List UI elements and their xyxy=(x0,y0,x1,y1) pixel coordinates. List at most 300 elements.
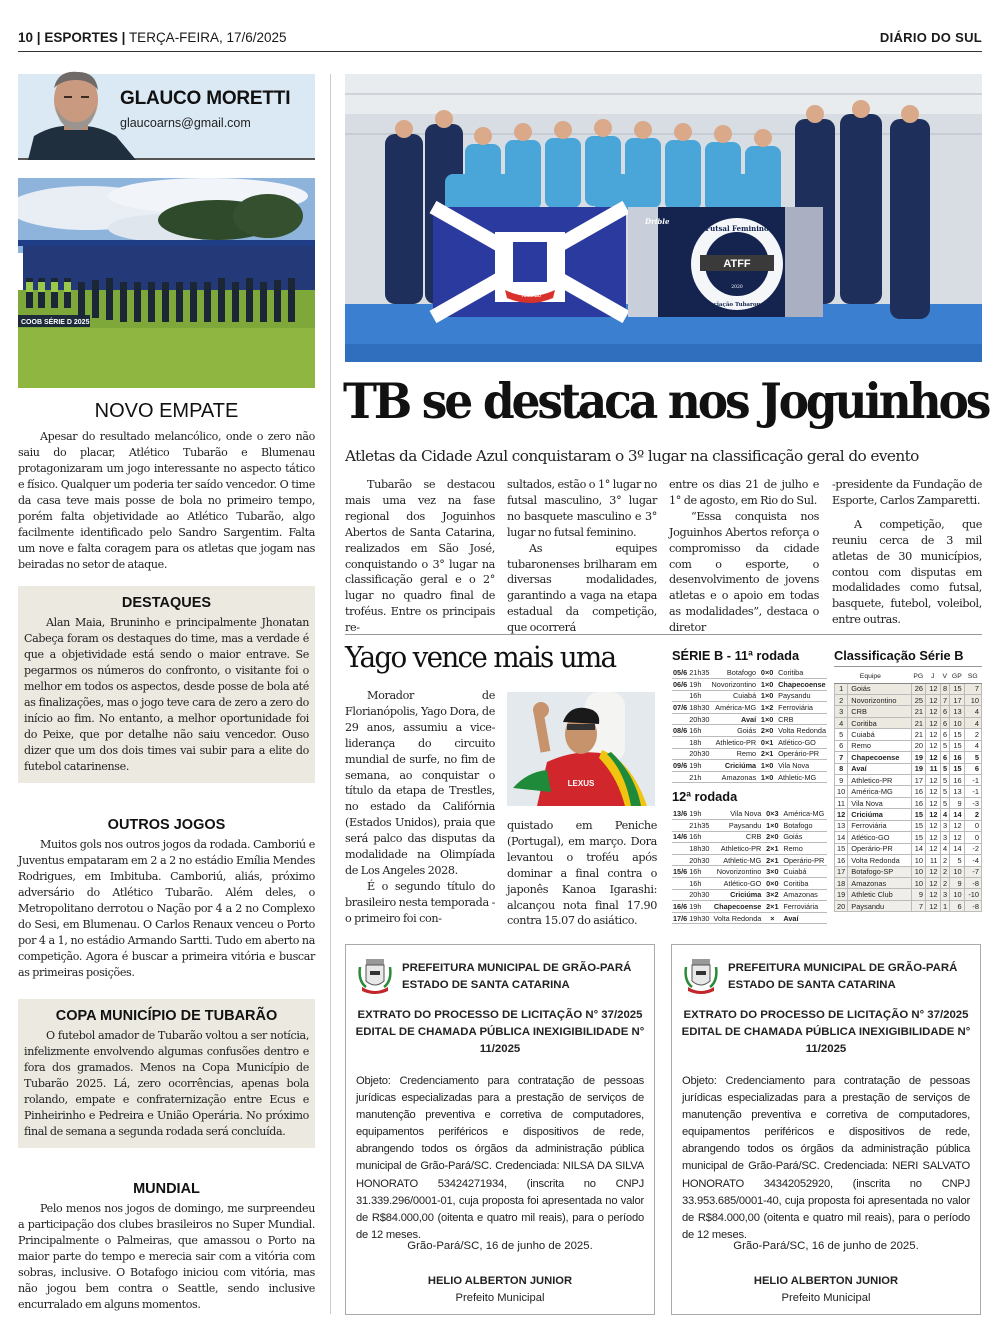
game-date: 05/6 xyxy=(673,668,688,678)
away-team: Avaí xyxy=(782,912,827,924)
game-date: 17/6 xyxy=(673,913,688,923)
standings-sg: -1 xyxy=(964,775,981,786)
away-team: Ferroviária xyxy=(782,901,827,913)
standings-gp: 13 xyxy=(950,706,964,717)
standings-row xyxy=(835,740,982,751)
game-date: 06/6 xyxy=(673,679,688,689)
standings-row xyxy=(835,694,982,705)
column-section-destaques xyxy=(18,586,315,783)
away-team: Ferroviária xyxy=(777,702,827,714)
yago-headline: Yago vence mais uma xyxy=(345,640,616,674)
notice-date: Grão-Pará/SC, 16 de junho de 2025. xyxy=(407,1240,593,1252)
standings-pg: 16 xyxy=(911,786,925,797)
round-12-table xyxy=(672,808,827,924)
home-team: Atlético-GO xyxy=(711,878,763,890)
section-title: NOVO EMPATE xyxy=(94,400,239,422)
paragraph: A competição, que reuniu cerca de 3 mil atletas de 30 municípios, contou com disputas em modalidades como futsal, basquete, futebol, voleibol, entre outras. xyxy=(832,517,982,627)
away-team: Cuiabá xyxy=(782,866,827,878)
game-row xyxy=(672,889,827,901)
standings-pg: 20 xyxy=(911,740,925,751)
home-team: Botafogo xyxy=(711,667,758,679)
game-score: 3×0 xyxy=(762,866,782,878)
standings-gp: 13 xyxy=(950,786,964,797)
standings-row xyxy=(835,855,982,866)
banner-year: 2020 xyxy=(731,285,743,290)
game-time: 19h xyxy=(688,679,710,691)
home-team: Remo xyxy=(711,748,758,760)
signer-name: HELIO ALBERTON JUNIOR xyxy=(427,1275,573,1287)
paragraph: entre os dias 21 de julho e 1° de agosto, em Rio do Sul. xyxy=(669,478,819,507)
home-team: Chapecoense xyxy=(711,901,763,913)
game-row xyxy=(672,901,827,913)
game-date xyxy=(672,889,688,901)
standings-v: 3 xyxy=(940,820,950,831)
standings-j: 12 xyxy=(926,683,940,694)
standings-team: Athletico-PR xyxy=(848,775,911,786)
standings-pos: 9 xyxy=(835,775,848,786)
section-text: Alan Maia, Bruninho e principalmente Jhonatan Cabeça foram os destaques do time, mas a verdade é que a objetividade está sendo o maior entrave. Se pegarmos os números do confronto, o visitante foi o melhor em todos os aspectos, desde posse de bola até as finalizações, mas o jogo teve cara de zero a zero do início ao fim. No entanto, a melhor oportunidade foi do Peixe, que por detalhe não saiu vencedor. Ouso dizer que um dos dois times vai subir para a elite do futebol catarinense. xyxy=(24,616,309,773)
standings-row xyxy=(835,786,982,797)
standings-sg: 2 xyxy=(964,809,981,820)
standings-header: J xyxy=(926,670,940,683)
standings-header: PG xyxy=(911,670,925,683)
newspaper-name: DIÁRIO DO SUL xyxy=(879,30,982,45)
section-title: COPA MUNICÍPIO DE TUBARÃO xyxy=(55,1008,278,1024)
notice-process: EXTRATO DO PROCESSO DE LICITAÇÃO N° 37/2025 EDITAL DE CHAMADA PÚBLICA INEXIGIBILIDADE N° 11/2025 xyxy=(681,1009,971,1055)
standings-row xyxy=(835,820,982,831)
standings-gp: 12 xyxy=(950,832,964,843)
game-date: 07/6 xyxy=(673,703,688,713)
home-team: Criciúma xyxy=(711,760,758,772)
standings-gp: 10 xyxy=(950,889,964,900)
standings-pg: 10 xyxy=(911,866,925,877)
game-time: 18h30 xyxy=(689,703,710,713)
main-article-col-4 xyxy=(832,477,982,628)
standings-sg: 5 xyxy=(964,752,981,763)
game-score: 1×0 xyxy=(757,679,777,691)
game-row xyxy=(672,748,827,760)
home-team: Athletico-PR xyxy=(711,843,763,855)
game-row xyxy=(672,771,827,783)
standings-header: SG xyxy=(964,670,981,683)
standings-j: 12 xyxy=(926,820,940,831)
signer-role: Prefeito Municipal xyxy=(781,1292,871,1304)
standings-pos: 18 xyxy=(835,877,848,888)
standings-pg: 17 xyxy=(911,775,925,786)
away-team: Athletic-MG xyxy=(777,771,827,783)
standings-pos: 4 xyxy=(835,717,848,728)
standings-row xyxy=(835,843,982,854)
home-team: Avaí xyxy=(711,713,758,725)
standings-pos: 14 xyxy=(835,832,848,843)
standings-pg: 7 xyxy=(911,900,925,911)
standings-team: Botafogo-SP xyxy=(848,866,911,877)
standings-pos: 12 xyxy=(835,809,848,820)
futsal-team-photo xyxy=(345,74,982,362)
standings-team: Chapecoense xyxy=(848,752,911,763)
standings-sg: 4 xyxy=(964,706,981,717)
section-title: DESTAQUES xyxy=(121,595,212,611)
game-row xyxy=(672,820,827,832)
game-time: 16h xyxy=(688,690,710,702)
standings-sg: 0 xyxy=(964,832,981,843)
standings-j: 12 xyxy=(926,797,940,808)
signer-name: HELIO ALBERTON JUNIOR xyxy=(753,1275,899,1287)
standings-j: 12 xyxy=(926,717,940,728)
game-score: 3×2 xyxy=(762,889,782,901)
standings-gp: 15 xyxy=(950,740,964,751)
game-score: 2×1 xyxy=(757,748,777,760)
standings-pos: 17 xyxy=(835,866,848,877)
away-team: Goiás xyxy=(782,831,827,843)
standings-pg: 10 xyxy=(911,877,925,888)
game-time: 16h xyxy=(688,725,710,737)
game-score: 1×0 xyxy=(757,771,777,783)
game-row xyxy=(672,725,827,737)
banner-bottom-text: Associação Tubaronense xyxy=(699,302,775,308)
standings-j: 12 xyxy=(926,832,940,843)
standings-v: 5 xyxy=(940,797,950,808)
standings-v: 2 xyxy=(940,855,950,866)
page-header xyxy=(18,30,982,52)
standings-v: 5 xyxy=(940,740,950,751)
game-score: 2×0 xyxy=(757,725,777,737)
standings-gp: 15 xyxy=(950,729,964,740)
section-divider xyxy=(345,634,982,635)
standings-pos: 15 xyxy=(835,843,848,854)
game-row xyxy=(672,912,827,924)
standings-gp: 16 xyxy=(950,775,964,786)
standings-team: Atlético-GO xyxy=(848,832,911,843)
standings-gp: 5 xyxy=(950,855,964,866)
standings-pos: 8 xyxy=(835,763,848,774)
flag-city-name: TUBARÃO xyxy=(521,293,541,298)
columnist-photo xyxy=(24,66,136,160)
standings-sg: -3 xyxy=(964,797,981,808)
standings-gp: 6 xyxy=(950,900,964,911)
standings-j: 12 xyxy=(926,809,940,820)
standings-header: GP xyxy=(950,670,964,683)
game-row xyxy=(672,843,827,855)
standings-gp: 15 xyxy=(950,683,964,694)
standings-pg: 19 xyxy=(911,752,925,763)
standings-gp: 9 xyxy=(950,797,964,808)
home-team: Novorizontino xyxy=(711,866,763,878)
standings-sg: -2 xyxy=(964,843,981,854)
standings-row xyxy=(835,877,982,888)
standings-row xyxy=(835,706,982,717)
standings-v: 6 xyxy=(940,752,950,763)
game-score: 2×1 xyxy=(762,901,782,913)
away-team: Operário-PR xyxy=(777,748,827,760)
game-date xyxy=(672,737,688,749)
game-row xyxy=(672,878,827,890)
municipal-crest-icon xyxy=(682,957,720,995)
yago-col-2 xyxy=(507,818,657,929)
standings-sg: 4 xyxy=(964,717,981,728)
standings-v: 8 xyxy=(940,683,950,694)
round-12-title: 12ª rodada xyxy=(672,789,738,804)
standings-pg: 15 xyxy=(911,832,925,843)
standings-team: Amazonas xyxy=(848,877,911,888)
game-row xyxy=(672,831,827,843)
standings-pg: 21 xyxy=(911,717,925,728)
game-date xyxy=(672,820,688,832)
paragraph: sultados, estão o 1° lugar no futsal masculino, 3° lugar no basquete masculino e 3° lugar no futsal feminino. xyxy=(507,478,657,539)
standings-pos: 13 xyxy=(835,820,848,831)
standings-header: V xyxy=(940,670,950,683)
standings-v: 5 xyxy=(940,786,950,797)
standings-row xyxy=(835,729,982,740)
game-date: 09/6 xyxy=(673,761,688,771)
away-team: CRB xyxy=(777,713,827,725)
paragraph: Morador de Florianópolis, Yago Dora, de 29 anos, assumiu a vice-liderança do circuito mundial de surfe, no fim de semana, ao conquistar o título da etapa de Trestles, no estado da Califórnia (Estados Unidos), praia que será palco das disputas da modalidade na Olimpíada de Los Angeles 2028. xyxy=(345,689,495,877)
legal-notice xyxy=(671,944,981,1315)
standings-v: 2 xyxy=(940,877,950,888)
game-date xyxy=(672,748,688,760)
standings-sg: -4 xyxy=(964,855,981,866)
paragraph: É o segundo título do brasileiro nesta temporada - o primeiro foi con- xyxy=(345,879,495,925)
standings-title: Classificação Série B xyxy=(834,648,964,663)
signer-role: Prefeito Municipal xyxy=(455,1292,545,1304)
standings-gp: 9 xyxy=(950,877,964,888)
notice-org-line1: PREFEITURA MUNICIPAL DE GRÃO-PARÁ xyxy=(402,962,632,974)
notice-signature xyxy=(672,1273,980,1307)
home-team: CRB xyxy=(711,831,763,843)
yago-col-1 xyxy=(345,688,495,927)
home-team: Athletico-PR xyxy=(711,737,758,749)
game-score: 0×0 xyxy=(762,878,782,890)
notice-org xyxy=(402,960,631,994)
game-date xyxy=(672,690,688,702)
game-date xyxy=(672,713,688,725)
standings-team: Goiás xyxy=(848,683,911,694)
main-article-col-3 xyxy=(669,477,819,636)
game-time: 20h30 xyxy=(689,714,710,724)
standings-v: 2 xyxy=(940,866,950,877)
home-team: Vila Nova xyxy=(711,808,763,820)
home-team: Paysandu xyxy=(711,820,763,832)
banner-top-text: Futsal Feminino xyxy=(705,224,769,233)
away-team: Coritiba xyxy=(782,878,827,890)
standings-pg: 14 xyxy=(911,843,925,854)
home-team: Athletic-MG xyxy=(711,854,763,866)
standings-pg: 25 xyxy=(911,694,925,705)
game-date: 15/6 xyxy=(673,867,688,877)
standings-j: 11 xyxy=(926,763,940,774)
paragraph: “Essa conquista nos Joguinhos Abertos reforça o compromisso da cidade com o esporte, o desenvolvimento de jovens atletas e o apoio em todas as modalidades”, destaca o diretor xyxy=(669,509,819,635)
standings-v: 1 xyxy=(940,900,950,911)
game-date xyxy=(672,854,688,866)
game-time: 20h30 xyxy=(689,749,710,759)
standings-sg: -8 xyxy=(964,900,981,911)
game-score: × xyxy=(762,912,782,924)
standings-v: 6 xyxy=(940,717,950,728)
standings-gp: 14 xyxy=(950,809,964,820)
paragraph: quistado em Peniche (Portugal), em março. Dora levantou o troféu após dominar a final contra o japonês Kanoa Igarashi: alcançou nota final 17.90 contra 15.07 do asiático. xyxy=(507,819,657,928)
away-team: América-MG xyxy=(782,808,827,820)
game-time: 20h30 xyxy=(689,855,710,865)
standings-team: CRB xyxy=(848,706,911,717)
standings-v: 3 xyxy=(940,832,950,843)
columnist-box xyxy=(18,74,315,160)
atff-banner xyxy=(628,207,823,317)
game-row xyxy=(672,808,827,820)
game-date: 14/6 xyxy=(673,832,688,842)
game-time: 19h xyxy=(688,808,710,820)
notice-org-line2: ESTADO DE SANTA CATARINA xyxy=(402,979,570,991)
standings-row xyxy=(835,752,982,763)
legal-notice xyxy=(345,944,655,1315)
standings-row xyxy=(835,775,982,786)
home-team: Criciúma xyxy=(711,889,763,901)
game-row xyxy=(672,854,827,866)
standings-pos: 19 xyxy=(835,889,848,900)
standings-pg: 21 xyxy=(911,706,925,717)
game-time: 19h30 xyxy=(689,913,710,923)
standings-v: 4 xyxy=(940,809,950,820)
standings-row xyxy=(835,717,982,728)
standings-pos: 1 xyxy=(835,683,848,694)
game-score: 1×0 xyxy=(757,713,777,725)
away-team: Coritiba xyxy=(777,667,827,679)
standings-gp: 15 xyxy=(950,763,964,774)
standings-pos: 20 xyxy=(835,900,848,911)
standings-team: Paysandu xyxy=(848,900,911,911)
main-headline: TB se destaca nos Joguinhos xyxy=(343,372,989,430)
standings-j: 12 xyxy=(926,900,940,911)
column-section-outros-jogos xyxy=(18,817,315,981)
shirt-sponsor: LEXUS xyxy=(567,779,595,788)
standings-sg: -1 xyxy=(964,786,981,797)
section-text: Muitos gols nos outros jogos da rodada. Camboriú e Juventus empataram em 2 a 2 no estádio Emília Mendes Rodrigues, em Imbituba. Camboriú, aliás, próximo adversário do Atlético Tubarão. Além deles, o Metropolitano derrotou o Nação por 4 a 2 no Complexo do Sesi, em Blumenau. O Carlos Renaux venceu o Porto por 4 a 1, no estádio Armando Sartti. Tudo em aberto na competição. Agora é buscar a primeira vitória e buscar as primeiras posições. xyxy=(18,838,315,979)
round-11-title: SÉRIE B - 11ª rodada xyxy=(672,648,800,663)
game-date: 08/6 xyxy=(673,726,688,736)
game-score: 0×1 xyxy=(757,737,777,749)
standings-pg: 15 xyxy=(911,820,925,831)
standings-pos: 5 xyxy=(835,729,848,740)
standings-j: 12 xyxy=(926,877,940,888)
notice-object: Objeto: Credenciamento para contratação de pessoas jurídicas especializadas para a prestação de serviços de manutenção preventiva e corretiva de computadores, equipamentos periféricos e dispositivos de rede, abrangendo todos os órgãos da administração pública municipal de Grão-Pará/SC. Credenciada: NILSA DA SILVA HONORATO 53424271934, (inscrita no CNPJ 31.339.296/0001-01, cuja proposta foi apresentada no valor de R$84.000,00 (oitenta e quatro mil reais), para o período de 12 meses. xyxy=(356,1075,644,1241)
paragraph: As equipes tubaronenses brilharam em diversas modalidades, garantindo a vaga na etapa estadual da competição, que ocorrerá xyxy=(507,541,657,635)
game-time: 18h xyxy=(688,737,710,749)
standings-title-rule xyxy=(834,666,982,667)
game-score: 0×3 xyxy=(762,808,782,820)
surfer-photo xyxy=(507,692,655,806)
standings-row xyxy=(835,763,982,774)
game-time: 19h xyxy=(688,901,710,913)
game-date: 13/6 xyxy=(673,809,688,819)
game-row xyxy=(672,690,827,702)
standings-j: 12 xyxy=(926,752,940,763)
game-score: 1×2 xyxy=(757,702,777,714)
standings-v: 4 xyxy=(940,843,950,854)
notice-org-line1: PREFEITURA MUNICIPAL DE GRÃO-PARÁ xyxy=(728,962,958,974)
standings-pg: 15 xyxy=(911,809,925,820)
pos-header xyxy=(835,670,848,683)
standings-pos: 10 xyxy=(835,786,848,797)
standings-sg: -10 xyxy=(964,889,981,900)
game-row xyxy=(672,737,827,749)
standings-v: 6 xyxy=(940,729,950,740)
section-text: Pelo menos nos jogos de domingo, me surpreendeu a participação dos clubes brasileiros no Super Mundial. Principalmente o Palmeiras, que amassou o Porto na maior parte do tempo e merecia sair com a vitória com sobras, inclusive. O Botafogo iniciou com vitória, mas não jogou bem contra o Seattle, sendo inclusive encurralado em alguns momentos. xyxy=(18,1202,315,1311)
away-team: Volta Redonda xyxy=(778,726,826,736)
standings-v: 5 xyxy=(940,775,950,786)
home-team: Novorizontino xyxy=(711,679,757,689)
standings-gp: 12 xyxy=(950,820,964,831)
game-date xyxy=(672,771,688,783)
away-team: Chapecoense xyxy=(778,679,826,689)
standings-team: Coritiba xyxy=(848,717,911,728)
paragraph: -presidente da Fundação de Esporte, Carlos Zamparetti. xyxy=(832,478,982,507)
standings-pg: 19 xyxy=(911,763,925,774)
standings-team: Ferroviária xyxy=(848,820,911,831)
game-time: 21h xyxy=(688,771,710,783)
game-score: 2×0 xyxy=(762,831,782,843)
standings-gp: 16 xyxy=(950,752,964,763)
standings-sg: -7 xyxy=(964,866,981,877)
away-team: Operário-PR xyxy=(782,854,827,866)
main-article-col-1 xyxy=(345,477,495,636)
municipal-crest-icon xyxy=(356,957,394,995)
standings-sg: -8 xyxy=(964,877,981,888)
standings-team: Criciúma xyxy=(848,809,911,820)
standings-header-row xyxy=(835,670,982,683)
standings-gp: 10 xyxy=(950,866,964,877)
folio-separator: | xyxy=(121,30,126,45)
standings-row xyxy=(835,683,982,694)
standings-pos: 11 xyxy=(835,797,848,808)
field-sign: COOB SÉRIE D 2025 xyxy=(21,319,90,326)
away-team: Paysandu xyxy=(777,690,827,702)
section-title: MUNDIAL xyxy=(133,1181,200,1197)
game-time: 16h xyxy=(688,866,710,878)
home-team: Goiás xyxy=(711,725,758,737)
standings-pg: 9 xyxy=(911,889,925,900)
standings-row xyxy=(835,889,982,900)
standings-v: 3 xyxy=(940,889,950,900)
notice-process: EXTRATO DO PROCESSO DE LICITAÇÃO N° 37/2025 EDITAL DE CHAMADA PÚBLICA INEXIGIBILIDADE N° 11/2025 xyxy=(355,1009,645,1055)
game-score: 2×1 xyxy=(762,854,782,866)
section-text: Apesar do resultado melancólico, onde o zero não saiu do placar, Atlético Tubarão e Blumenau protagonizaram um jogo interessante no aspecto tático e físico. Qualquer um poderia ter saído vencedor. O time da casa teve mais posse de bola no primeiro tempo, porém falta objetividade ao Atlético Tubarão, algo facilmente identificado pelo Sandro Sargentim. Falta um nove e falta coragem para os atletas que jogam nas beiradas no setor de ataque. xyxy=(18,430,315,571)
home-team: Cuiabá xyxy=(711,690,758,702)
standings-gp: 14 xyxy=(950,843,964,854)
game-score: 0×0 xyxy=(757,667,777,679)
standings-row xyxy=(835,797,982,808)
game-date xyxy=(672,843,688,855)
game-time: 21h35 xyxy=(689,820,710,830)
page-number: 10 xyxy=(18,30,34,45)
standings-pos: 7 xyxy=(835,752,848,763)
standings-sg: 4 xyxy=(964,740,981,751)
edition-date: TERÇA-FEIRA, 17/6/2025 xyxy=(128,30,287,45)
standings-j: 12 xyxy=(926,775,940,786)
standings-pg: 16 xyxy=(911,797,925,808)
game-row xyxy=(672,760,827,772)
standings-team: Remo xyxy=(848,740,911,751)
game-row xyxy=(672,713,827,725)
folio-separator: | xyxy=(36,30,41,45)
game-score: 1×0 xyxy=(762,820,782,832)
standings-header: Equipe xyxy=(848,670,911,683)
columnist-email[interactable]: glaucoarns@gmail.com xyxy=(120,116,251,130)
standings-pg: 10 xyxy=(911,855,925,866)
game-time: 19h xyxy=(688,760,710,772)
home-team: Amazonas xyxy=(711,771,758,783)
standings-j: 12 xyxy=(926,694,940,705)
standings-gp: 10 xyxy=(950,717,964,728)
notice-org-line2: ESTADO DE SANTA CATARINA xyxy=(728,979,896,991)
